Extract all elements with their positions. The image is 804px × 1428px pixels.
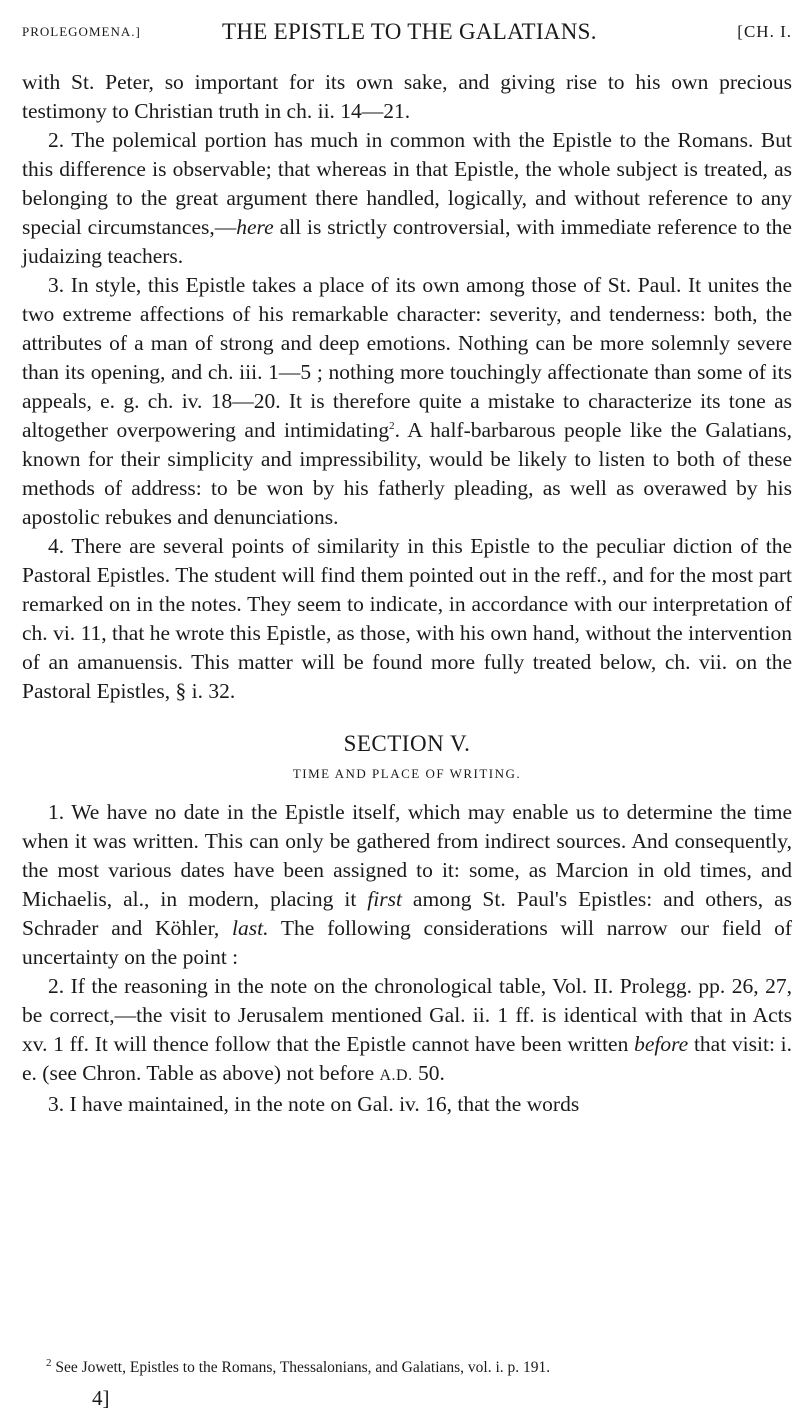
body-text [22, 68, 792, 1119]
paragraph-text: 2. If the reasoning in the note on the chronological table, Vol. II. Prolegg. pp. 26, 27, be correct,—the visit to Jerusalem mentioned Gal. ii. 1 ff. is identical with that in Acts xv. 1 ff. It will thence follow that the Epistle cannot have been written [22, 974, 792, 1056]
paragraph-text: 3. In style, this Epistle takes a place of its own among those of St. Paul. It unites the two extreme affections of his remarkable character: severity, and tenderness: both, the attributes of a man of strong and deep emotions. Nothing can be more solemnly severe than its opening, and ch. iii. 1—5 ; nothing more touchingly affectionate than some of its appeals, e. g. ch. iv. 18—20. It is therefore quite a mistake to characterize its tone as altogether overpowering and intimidating [22, 273, 792, 442]
paragraph-text: that visit: i. e. (see Chron. Table as above) not before [22, 1032, 792, 1085]
paragraph-pastoral-epistles: 4. There are several points of similarity in this Epistle to the peculiar diction of the Pastoral Epistles. The student will find them pointed out in the reff., and for the most part remarked on in the notes. They seem to indicate, in accordance with our interpretation of ch. vi. 11, that he wrote this Epistle, as those, with his own hand, without the intervention of an amanuensis. This matter will be found more fully treated below, ch. vii. on the Pastoral Epistles, § i. 32. [22, 534, 792, 703]
section-heading: SECTION V. [343, 731, 471, 756]
paragraph-style [22, 271, 792, 532]
paragraph-no-date [22, 798, 792, 972]
paragraph-gal-iv-16: 3. I have maintained, in the note on Gal. iv. 16, that the words [48, 1092, 580, 1116]
paragraph-text: . A half-barbarous people like the Galatians, known for their simplicity and impressibility, would be likely to listen to both of these methods of address: to be won by his fatherly pleading, as well as overawed by his apostolic rebukes and denunciations. [22, 418, 792, 529]
paragraph-text: all is strictly controversial, with immediate reference to the judaizing teachers. [22, 215, 792, 268]
footnote-ref: 2 [389, 419, 395, 432]
paragraph-chronology [22, 972, 792, 1090]
paragraph-text: 50. [412, 1061, 445, 1085]
emphasis-first: first [367, 887, 402, 911]
running-head-chapter: [CH. I. [737, 22, 792, 41]
running-head [22, 12, 792, 52]
running-head-title: THE EPISTLE TO THE GALATIANS. [222, 19, 597, 44]
small-caps-ad: A.D. [379, 1067, 413, 1084]
footnote [22, 1358, 792, 1378]
paragraph-continued: with St. Peter, so important for its own sake, and giving rise to his own precious testimony to Christian truth in ch. ii. 14—21. [22, 70, 792, 123]
footnote-marker: 2 [46, 1356, 52, 1369]
paragraph-polemical-portion [22, 126, 792, 271]
section-subheading: TIME AND PLACE OF WRITING. [292, 766, 522, 781]
emphasis-here: here [236, 215, 274, 239]
emphasis-before: before [634, 1032, 689, 1056]
paragraph-text: The following considerations will narrow our field of uncertainty on the point : [22, 916, 792, 969]
footnote-text: See Jowett, Epistles to the Romans, Thessalonians, and Galatians, vol. i. p. 191. [51, 1359, 551, 1376]
emphasis-last: last. [232, 916, 269, 940]
running-head-left: PROLEGOMENA.] [22, 24, 141, 39]
page-number: 4] [92, 1386, 110, 1410]
paragraph-text: 2. The polemical portion has much in common with the Epistle to the Romans. But this difference is observable; that whereas in that Epistle, the whole subject is treated, as belonging to the great argument there handled, logically, and without reference to any special circumstances,— [22, 128, 792, 239]
paragraph-text: 1. We have no date in the Epistle itself, which may enable us to determine the time when it was written. This can only be gathered from indirect sources. And consequently, the most various dates have been assigned to it: some, as Marcion in old times, and Michaelis, al., in modern, placing it [22, 800, 792, 911]
paragraph-text: among St. Paul's Epistles: and others, as Schrader and Köhler, [22, 887, 792, 940]
